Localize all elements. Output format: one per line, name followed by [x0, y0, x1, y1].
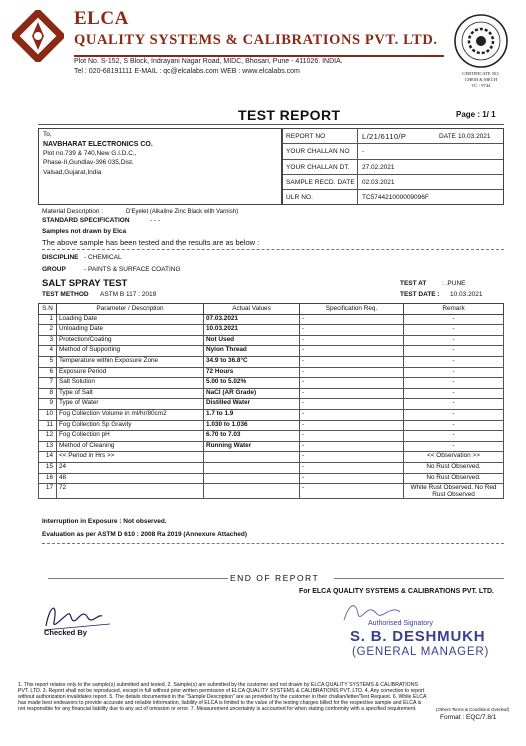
row-remark: - [404, 356, 504, 367]
row-parameter: 48 [57, 473, 204, 484]
challan-no-label: YOUR CHALLAN NO [286, 148, 350, 156]
separator [42, 543, 504, 544]
row-spec-value: - [300, 314, 404, 325]
company-name-line1: ELCA [74, 8, 129, 29]
signatory-designation: (GENERAL MANAGER) [352, 646, 490, 658]
company-address: Plot No. S-152, S Block, Indrayani Nagar Road, MIDC, Bhosari, Pune - 411026. INDIA. [74, 58, 343, 65]
row-parameter: Exposure Period [57, 367, 204, 378]
row-sn: 4 [39, 346, 57, 357]
row-sn: 5 [39, 356, 57, 367]
standard-spec-label: STANDARD SPECIFICATION [42, 217, 130, 224]
table-row [39, 378, 504, 389]
row-remark: - [404, 399, 504, 410]
discipline-label: DISCIPLINE [42, 254, 79, 261]
recipient-company: NAVBHARAT ELECTRONICS CO. [43, 141, 153, 148]
recipient-address-line: Phase-II,Gundlav-396 035,Dist. [43, 159, 134, 167]
table-row [39, 473, 504, 484]
test-at-value: : .PUNE [442, 280, 466, 287]
row-spec-value: - [300, 431, 404, 442]
separator [42, 249, 504, 250]
row-actual-value: 1.030 to 1.036 [204, 420, 300, 431]
challan-dt-value: 27.02.2021 [362, 163, 395, 171]
row-spec-value: - [300, 420, 404, 431]
row-remark: - [404, 346, 504, 357]
row-parameter: Protection/Coating [57, 335, 204, 346]
table-row [39, 399, 504, 410]
end-rule-right [334, 578, 504, 579]
table-header-row [39, 304, 504, 315]
page-indicator: Page : 1/ 1 [456, 110, 496, 119]
authorised-label: Authorised Signatory [368, 620, 433, 627]
row-parameter: Fog Collection pH [57, 431, 204, 442]
row-actual-value: 07.03.2021 [204, 314, 300, 325]
header-remark: Remark [404, 304, 504, 315]
row-parameter: Loading Date [57, 314, 204, 325]
table-row [39, 420, 504, 431]
header-sn: S.N [39, 304, 57, 315]
others-terms-note: (Others Terms & Conditions Overleaf) [436, 707, 510, 712]
header-divider [74, 55, 444, 57]
row-spec-value: - [300, 473, 404, 484]
row-parameter: Type of Salt [57, 388, 204, 399]
to-label: To, [43, 131, 52, 138]
test-date-label: TEST DATE : [400, 291, 440, 298]
certification-seal-icon [452, 12, 510, 70]
row-actual-value: 10.03.2021 [204, 325, 300, 336]
recipient-box [38, 128, 282, 205]
samples-note: Samples not drawn by Elca [42, 228, 127, 235]
report-title: TEST REPORT [238, 107, 341, 123]
row-remark: No Rust Observed. [404, 462, 504, 473]
row-remark: - [404, 409, 504, 420]
sample-recd-row [283, 175, 503, 190]
row-remark: - [404, 335, 504, 346]
row-spec-value: - [300, 409, 404, 420]
material-description: D'Eyelet (Alkaline Zinc Black with Varnish) [126, 209, 239, 215]
row-spec-value: - [300, 356, 404, 367]
ulr-value: TC574421000009096F [362, 194, 429, 202]
row-actual-value [204, 462, 300, 473]
row-remark: - [404, 431, 504, 442]
row-parameter: 72 [57, 484, 204, 499]
material-description-label: Material Description : [42, 208, 104, 215]
row-sn: 2 [39, 325, 57, 336]
row-spec-value: - [300, 346, 404, 357]
test-method-label: TEST METHOD [42, 291, 89, 298]
test-at-label: TEST AT [400, 280, 427, 287]
row-actual-value: 1.7 to 1.9 [204, 409, 300, 420]
ulr-row [283, 190, 503, 205]
sample-recd-label: SAMPLE RECD. DATE [286, 178, 355, 186]
recipient-address-line: Plot no.739 & 740,New G.I.D.C., [43, 150, 137, 157]
challan-no-value: - [362, 148, 365, 156]
row-sn: 13 [39, 441, 57, 452]
checked-by-label: Checked By [44, 628, 87, 637]
row-parameter: Salt Solution [57, 378, 204, 389]
row-sn: 16 [39, 473, 57, 484]
row-actual-value [204, 452, 300, 463]
test-name: SALT SPRAY TEST [42, 278, 128, 289]
report-no-row [283, 129, 503, 144]
row-sn: 17 [39, 484, 57, 499]
row-actual-value: 5.00 to 5.02% [204, 378, 300, 389]
elca-logo [12, 10, 64, 62]
row-spec-value: - [300, 335, 404, 346]
report-no-label: REPORT NO [286, 133, 326, 140]
company-contact: Tel : 020-68191111 E-MAIL : qc@elcalabs.com WEB : www.elcalabs.com [74, 68, 300, 75]
group-label: GROUP [42, 266, 66, 273]
table-row [39, 441, 504, 452]
row-parameter: Fog Collection Sp Gravity [57, 420, 204, 431]
date-label: DATE [439, 133, 456, 140]
row-actual-value: NaCl (AR Grade) [204, 388, 300, 399]
row-remark: - [404, 314, 504, 325]
cert-line3: TC - 9744 [471, 83, 491, 88]
table-row [39, 431, 504, 442]
row-spec-value: - [300, 452, 404, 463]
challan-no-row [283, 144, 503, 159]
row-sn: 7 [39, 378, 57, 389]
company-name-line2: QUALITY SYSTEMS & CALIBRATIONS PVT. LTD. [74, 32, 438, 48]
row-spec-value: - [300, 484, 404, 499]
row-sn: 9 [39, 399, 57, 410]
table-row [39, 314, 504, 325]
cert-line1: CERTIFICATE NO. [462, 71, 500, 76]
row-remark: - [404, 378, 504, 389]
row-spec-value: - [300, 325, 404, 336]
table-row [39, 388, 504, 399]
evaluation-note: Evaluation as per ASTM D 610 : 2008 Ra 2019 (Annexure Attached) [42, 531, 248, 538]
row-actual-value: Nylon Thread [204, 346, 300, 357]
row-remark: - [404, 388, 504, 399]
row-actual-value [204, 484, 300, 499]
end-rule-left [48, 578, 228, 579]
row-spec-value: - [300, 378, 404, 389]
format-code: Format : EQC/7.8/1 [440, 714, 497, 721]
row-sn: 11 [39, 420, 57, 431]
cert-line2: CHEM & MECH [464, 77, 498, 82]
title-rule [38, 124, 504, 125]
discipline-value: - CHEMICAL [84, 254, 122, 261]
recipient-address-line: Valsad,Gujarat,India [43, 168, 102, 176]
table-row [39, 356, 504, 367]
for-company: For ELCA QUALITY SYSTEMS & CALIBRATIONS PVT. LTD. [299, 588, 494, 595]
row-actual-value [204, 473, 300, 484]
signatory-name: S. B. DESHMUKH [350, 628, 486, 645]
row-spec-value: - [300, 388, 404, 399]
table-row [39, 484, 504, 499]
group-value: - PAINTS & SURFACE COATING [84, 266, 181, 273]
row-actual-value: Running Water [204, 441, 300, 452]
row-remark: - [404, 367, 504, 378]
row-parameter: Fog Collection Volume in ml/hr/80cm2 [57, 409, 204, 420]
ulr-label: ULR NO. [286, 194, 314, 202]
row-sn: 3 [39, 335, 57, 346]
row-parameter: Type of Water [57, 399, 204, 410]
table-row [39, 452, 504, 463]
row-spec-value: - [300, 462, 404, 473]
table-row [39, 462, 504, 473]
row-parameter: Method of Cleaning [57, 441, 204, 452]
row-spec-value: - [300, 399, 404, 410]
test-date-value: 10.03.2021 [450, 291, 483, 298]
date-value: 10.03.2021 [458, 133, 491, 140]
row-actual-value: Distilled Water [204, 399, 300, 410]
row-actual-value: Not Used [204, 335, 300, 346]
row-remark: - [404, 441, 504, 452]
row-remark: No Rust Observed. [404, 473, 504, 484]
row-sn: 12 [39, 431, 57, 442]
row-remark: << Observation >> [404, 452, 504, 463]
table-row [39, 346, 504, 357]
row-remark: - [404, 420, 504, 431]
tested-note: The above sample has been tested and the results are as below : [42, 238, 260, 247]
row-parameter: Temperature within Exposure Zone [57, 356, 204, 367]
test-method-value: ASTM B 117 : 2019 [100, 291, 157, 298]
header-parameter: Parameter / Description [57, 304, 204, 315]
row-sn: 15 [39, 462, 57, 473]
row-sn: 6 [39, 367, 57, 378]
interruption-note: Interruption in Exposure : Not observed. [42, 518, 167, 525]
row-actual-value: 34.9 to 36.8°C [204, 356, 300, 367]
row-actual-value: 72 Hours [204, 367, 300, 378]
row-actual-value: 6.70 to 7.03 [204, 431, 300, 442]
row-sn: 10 [39, 409, 57, 420]
sample-recd-value: 02.03.2021 [362, 178, 395, 186]
terms-footnote: 1. This report relates only to the sample(s) submitted and tested. 2. Sample(s) are submitted by the customer and not drawn by ELCA QUALITY SYSTEMS & CALIBRATIONS PVT. LTD. 3. Report shall not be reproduced, except in full without prior written permission of ELCA QUALITY SYSTEMS & CALIBRATIONS PVT. LTD. 4. Any correction to report without authorization invalidates report. 5. The details documented in the "Sample Description" are as provided by the customer in their challan/letter/Test Request. 6. While ELCA has made best endeavors to provide accurate and reliable information, liability of ELCA is limited to the value of the testing charges billed for the respective sample and ELCA is not responsible for any financial liability due to any act of omission or error. 7. Measurement uncertainty is accounted for when stating conformity with a specified requirement. [18, 682, 427, 713]
report-no-value: L/21/6110/P [362, 132, 407, 141]
report-info-box [282, 128, 504, 205]
header-spec: Specification Req. [300, 304, 404, 315]
challan-dt-label: YOUR CHALLAN DT. [286, 163, 350, 171]
row-sn: 8 [39, 388, 57, 399]
row-parameter: << Period in Hrs >> [57, 452, 204, 463]
row-parameter: 24 [57, 462, 204, 473]
table-row [39, 409, 504, 420]
header-actual: Actual Values [204, 304, 300, 315]
row-remark: White Rust Observed. No Red Rust Observed [404, 484, 504, 499]
row-remark: - [404, 325, 504, 336]
standard-spec-value: - - - [150, 217, 161, 224]
row-sn: 14 [39, 452, 57, 463]
challan-dt-row [283, 160, 503, 175]
results-table [38, 303, 504, 499]
row-parameter: Unloading Date [57, 325, 204, 336]
row-spec-value: - [300, 367, 404, 378]
row-spec-value: - [300, 441, 404, 452]
end-of-report: END OF REPORT [230, 573, 320, 583]
table-row [39, 325, 504, 336]
table-row [39, 367, 504, 378]
table-row [39, 335, 504, 346]
row-parameter: Method of Supporting [57, 346, 204, 357]
row-sn: 1 [39, 314, 57, 325]
